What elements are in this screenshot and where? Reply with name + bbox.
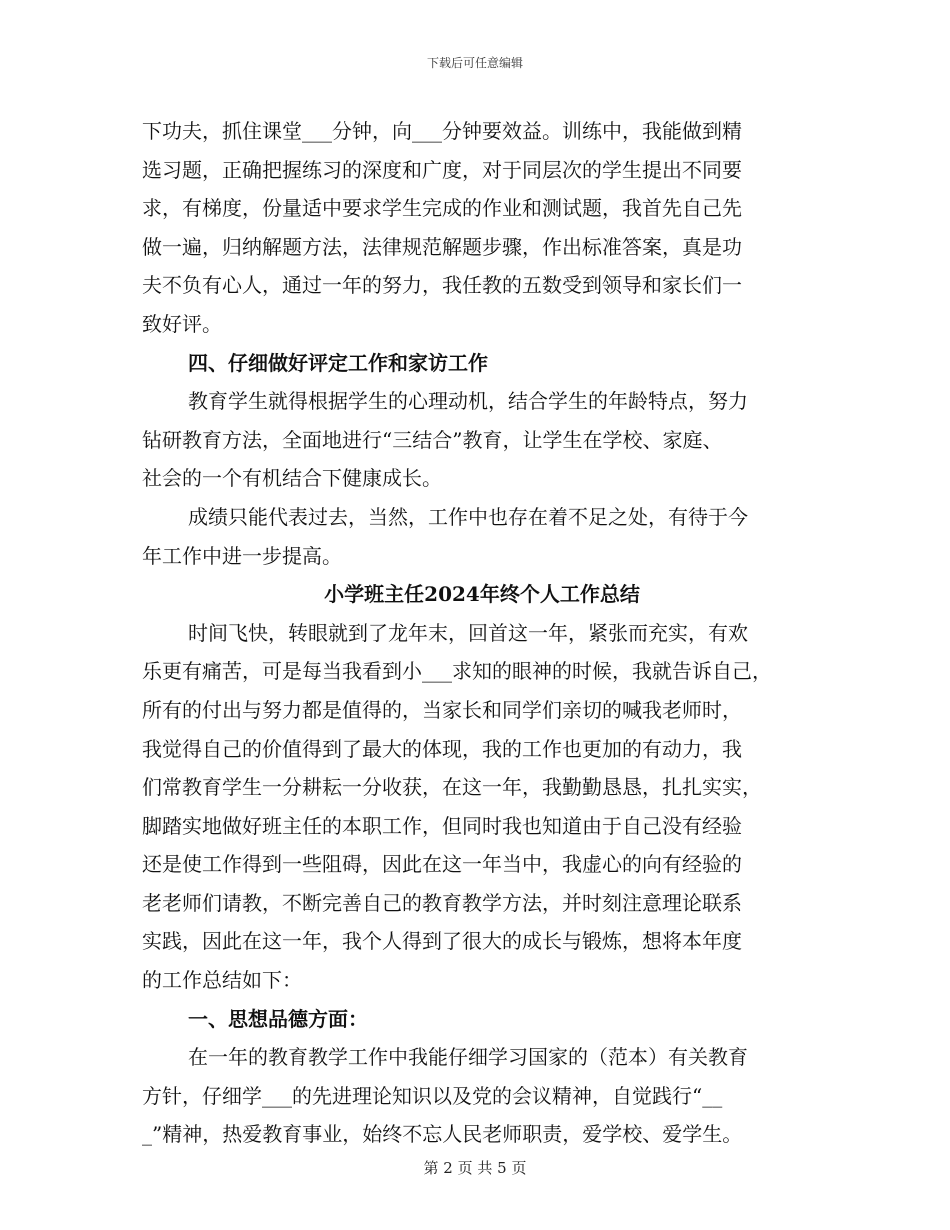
paragraph-line: 下功夫，抓住课堂___分钟，向___分钟要效益。训练中，我能做到精 [142, 119, 742, 143]
paragraph-line: 求，有梯度，份量适中要求学生完成的作业和测试题，我首先自己先 [142, 196, 742, 221]
paragraph-line: 我觉得自己的价值得到了最大的体现，我的工作也更加的有动力，我 [142, 736, 742, 761]
document-body [142, 112, 822, 1154]
paragraph-line: 们常教育学生一分耕耘一分收获，在这一年，我勤勤恳恳，扎扎实实， [142, 775, 762, 800]
section-heading: 一、思想品德方面： [188, 1006, 368, 1031]
paragraph-line: _”精神，热爱教育事业，始终不忘人民老师职责，爱学校、爱学生。 [142, 1122, 743, 1147]
section-heading: 四、仔细做好评定工作和家访工作 [188, 350, 488, 375]
paragraph-line: 致好评。 [142, 311, 222, 336]
paragraph-line: 老老师们请教，不断完善自己的教育教学方法，并时刻注意理论联系 [142, 890, 742, 915]
paragraph-line: 成绩只能代表过去，当然，工作中也存在着不足之处，有待于今 [188, 504, 748, 529]
paragraph-line: 脚踏实地做好班主任的本职工作，但同时我也知道由于自己没有经验 [142, 813, 742, 838]
document-title: 小学班主任2024年终个人工作总结 [324, 582, 640, 607]
page-header: 下载后可任意编辑 [426, 56, 523, 70]
paragraph-line: 教育学生就得根据学生的心理动机，结合学生的年龄特点，努力 [188, 389, 748, 414]
paragraph-line: 还是使工作得到一些阻碍，因此在这一年当中，我虚心的向有经验的 [142, 852, 742, 877]
paragraph-line: 实践，因此在这一年，我个人得到了很大的成长与锻炼，想将本年度 [142, 929, 742, 954]
paragraph-line: 所有的付出与努力都是值得的，当家长和同学们亲切的喊我老师时， [142, 697, 742, 722]
paragraph-line: 方针，仔细学___的先进理论知识以及党的会议精神，自觉践行“__ [142, 1083, 723, 1108]
paragraph-line: 时间飞快，转眼就到了龙年末，回首这一年，紧张而充实，有欢 [188, 620, 748, 645]
paragraph-line: 的工作总结如下： [142, 968, 302, 993]
paragraph-line: 做一遍，归纳解题方法，法律规范解题步骤，作出标准答案，真是功 [142, 234, 742, 259]
paragraph-line: 乐更有痛苦，可是每当我看到小___求知的眼神的时候，我就告诉自己， [142, 659, 772, 684]
paragraph-line: 社会的一个有机结合下健康成长。 [142, 466, 442, 491]
paragraph-line: 选习题，正确把握练习的深度和广度，对于同层次的学生提出不同要 [142, 157, 742, 182]
paragraph-line: 在一年的教育教学工作中我能仔细学习国家的（范本）有关教育 [188, 1045, 748, 1070]
page-footer: 第 2 页 共 5 页 [423, 1159, 527, 1177]
paragraph-line: 夫不负有心人，通过一年的努力，我任教的五数受到领导和家长们一 [142, 273, 742, 298]
paragraph-line: 钻研教育方法，全面地进行“三结合”教育，让学生在学校、家庭、 [142, 427, 723, 452]
paragraph-line: 年工作中进一步提高。 [142, 543, 342, 568]
